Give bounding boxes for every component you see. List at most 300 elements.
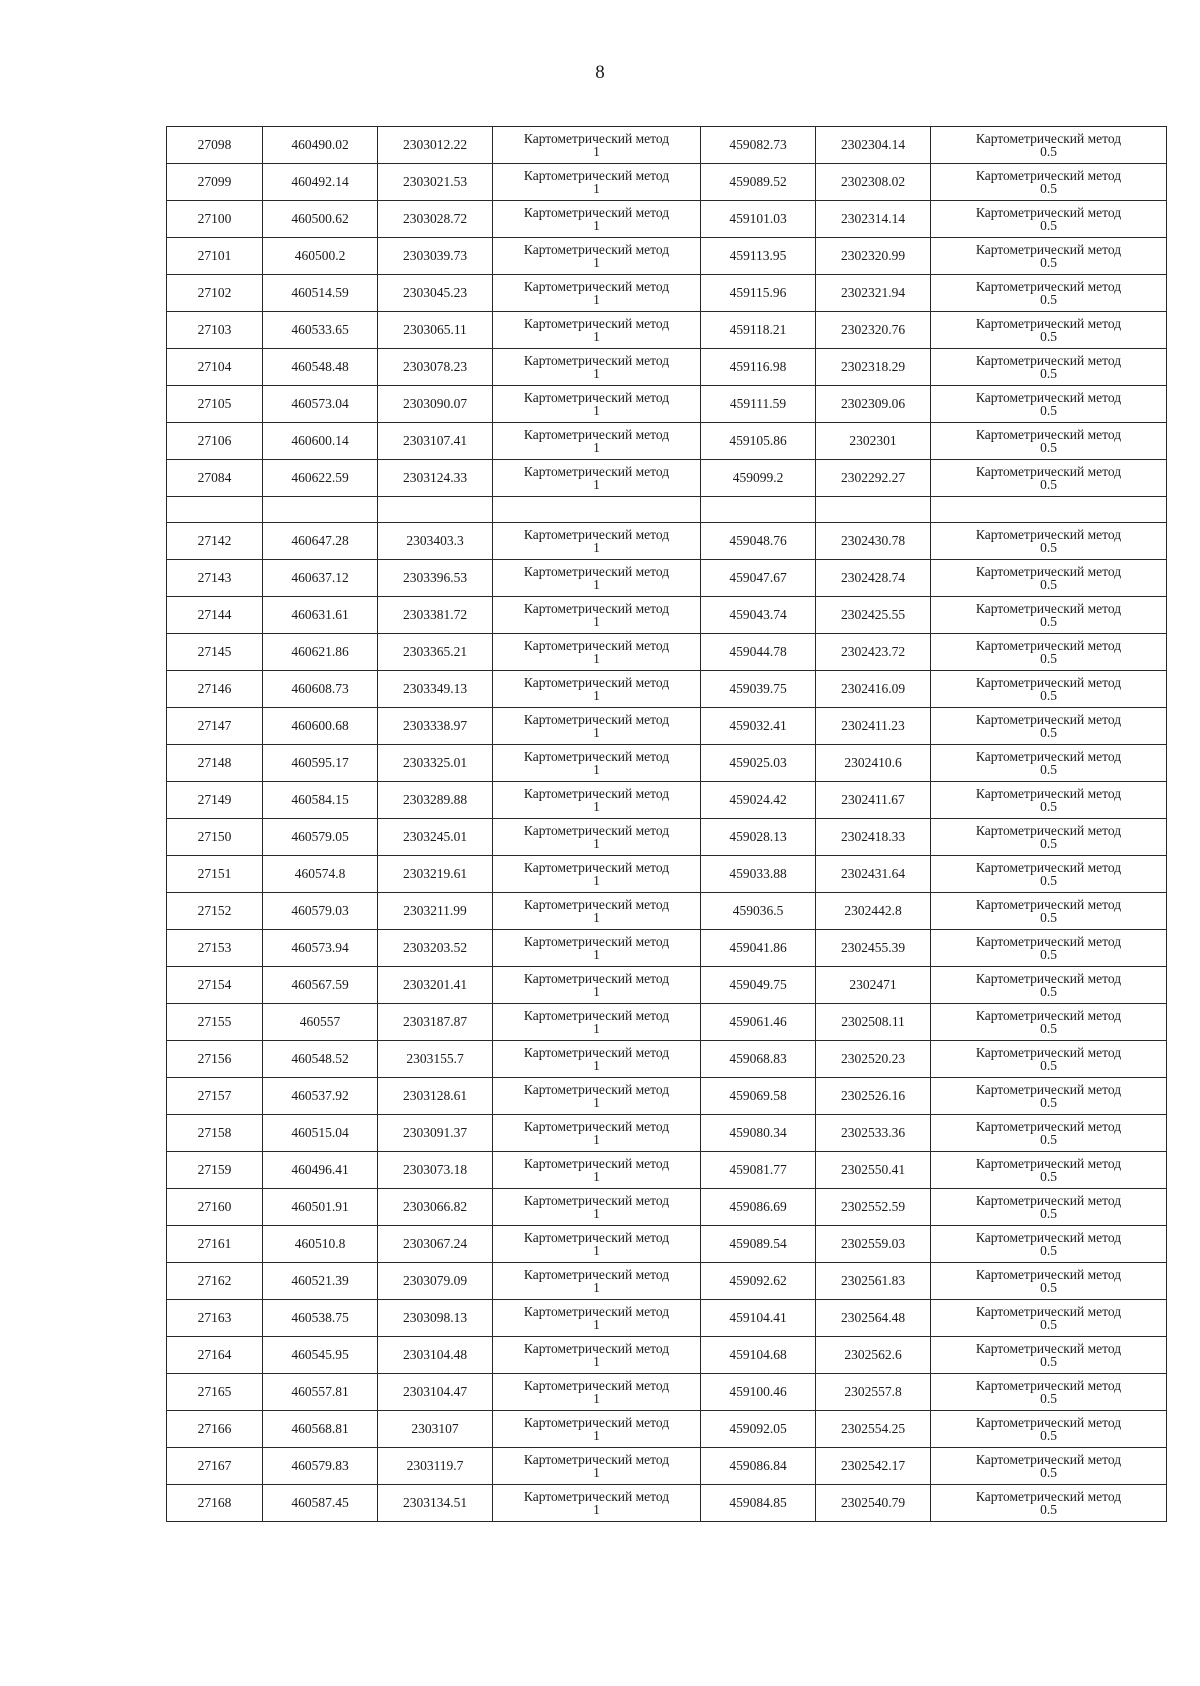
method-label: Картометрический метод (523, 1007, 670, 1023)
y2-cell: 2302442.8 (816, 893, 931, 930)
x1-cell: 460567.59 (263, 967, 378, 1004)
x1-cell: 460545.95 (263, 1337, 378, 1374)
method-label: Картометрический метод (523, 1155, 670, 1171)
method1-cell (493, 967, 701, 1004)
accuracy-value: 0.5 (1040, 403, 1057, 418)
method2-cell (931, 1152, 1167, 1189)
x2-cell: 459041.86 (701, 930, 816, 967)
method-label: Картометрический метод (975, 674, 1122, 690)
accuracy-value: 1 (593, 1465, 600, 1480)
point-id-cell: 27155 (167, 1004, 263, 1041)
x2-cell: 459032.41 (701, 708, 816, 745)
table-row (167, 1485, 1167, 1522)
y1-cell: 2303067.24 (378, 1226, 493, 1263)
x2-cell: 459118.21 (701, 312, 816, 349)
point-id-cell: 27103 (167, 312, 263, 349)
method1-cell (493, 1448, 701, 1485)
y2-cell: 2302564.48 (816, 1300, 931, 1337)
accuracy-value: 1 (593, 1428, 600, 1443)
y1-cell: 2303203.52 (378, 930, 493, 967)
method2-cell (931, 930, 1167, 967)
point-id-cell: 27152 (167, 893, 263, 930)
method2-cell (931, 1041, 1167, 1078)
method2-cell (931, 201, 1167, 238)
point-id-cell: 27150 (167, 819, 263, 856)
x2-cell: 459061.46 (701, 1004, 816, 1041)
point-id-cell: 27145 (167, 634, 263, 671)
accuracy-value: 0.5 (1040, 984, 1057, 999)
y1-cell: 2303079.09 (378, 1263, 493, 1300)
method-label: Картометрический метод (975, 1155, 1122, 1171)
accuracy-value: 0.5 (1040, 577, 1057, 592)
method-label: Картометрический метод (523, 674, 670, 690)
method-label: Картометрический метод (523, 1414, 670, 1430)
x2-cell: 459028.13 (701, 819, 816, 856)
table-row (167, 671, 1167, 708)
method1-cell (493, 597, 701, 634)
method-label: Картометрический метод (523, 896, 670, 912)
table-row (167, 708, 1167, 745)
method-label: Картометрический метод (975, 389, 1122, 405)
method-label: Картометрический метод (523, 1377, 670, 1393)
x1-cell: 460647.28 (263, 523, 378, 560)
accuracy-value: 0.5 (1040, 1465, 1057, 1480)
accuracy-value: 0.5 (1040, 218, 1057, 233)
method2-cell (931, 238, 1167, 275)
table-row (167, 893, 1167, 930)
x1-cell: 460637.12 (263, 560, 378, 597)
table-row (167, 497, 1167, 523)
table-row (167, 523, 1167, 560)
x2-cell: 459084.85 (701, 1485, 816, 1522)
table-row (167, 1226, 1167, 1263)
method2-cell (931, 1263, 1167, 1300)
point-id-cell: 27167 (167, 1448, 263, 1485)
y1-cell: 2303403.3 (378, 523, 493, 560)
y1-cell: 2303365.21 (378, 634, 493, 671)
y2-cell: 2302314.14 (816, 201, 931, 238)
x2-cell: 459048.76 (701, 523, 816, 560)
y1-cell: 2303073.18 (378, 1152, 493, 1189)
table-row (167, 560, 1167, 597)
y1-cell: 2303098.13 (378, 1300, 493, 1337)
y1-cell: 2303091.37 (378, 1115, 493, 1152)
method2-cell (931, 893, 1167, 930)
y1-cell: 2303066.82 (378, 1189, 493, 1226)
method-label: Картометрический метод (975, 711, 1122, 727)
x1-cell: 460496.41 (263, 1152, 378, 1189)
y1-cell: 2303124.33 (378, 460, 493, 497)
x2-cell: 459092.05 (701, 1411, 816, 1448)
point-id-cell: 27143 (167, 560, 263, 597)
x1-cell: 460608.73 (263, 671, 378, 708)
x1-cell: 460600.14 (263, 423, 378, 460)
point-id-cell: 27101 (167, 238, 263, 275)
method1-cell (493, 930, 701, 967)
point-id-cell: 27098 (167, 127, 263, 164)
accuracy-value: 0.5 (1040, 873, 1057, 888)
x2-cell: 459044.78 (701, 634, 816, 671)
accuracy-value: 0.5 (1040, 440, 1057, 455)
method-label: Картометрический метод (523, 1340, 670, 1356)
x2-cell: 459080.34 (701, 1115, 816, 1152)
y1-cell (378, 497, 493, 523)
point-id-cell: 27148 (167, 745, 263, 782)
table-row (167, 1078, 1167, 1115)
method-label: Картометрический метод (523, 637, 670, 653)
table-row (167, 1337, 1167, 1374)
x1-cell: 460621.86 (263, 634, 378, 671)
point-id-cell: 27099 (167, 164, 263, 201)
method2-cell (931, 1374, 1167, 1411)
x1-cell: 460514.59 (263, 275, 378, 312)
method2-cell (931, 1115, 1167, 1152)
y2-cell: 2302430.78 (816, 523, 931, 560)
table-row (167, 1041, 1167, 1078)
y2-cell: 2302508.11 (816, 1004, 931, 1041)
accuracy-value: 1 (593, 1243, 600, 1258)
method-label: Картометрический метод (523, 711, 670, 727)
accuracy-value: 1 (593, 144, 600, 159)
method2-cell (931, 856, 1167, 893)
x1-cell: 460568.81 (263, 1411, 378, 1448)
method2-cell (931, 967, 1167, 1004)
method-label: Картометрический метод (975, 1377, 1122, 1393)
x2-cell: 459089.52 (701, 164, 816, 201)
method-label: Картометрический метод (523, 278, 670, 294)
x2-cell: 459100.46 (701, 1374, 816, 1411)
method1-cell (493, 497, 701, 523)
method-label: Картометрический метод (975, 933, 1122, 949)
method2-cell (931, 782, 1167, 819)
y2-cell: 2302320.99 (816, 238, 931, 275)
method1-cell (493, 1041, 701, 1078)
y1-cell: 2303134.51 (378, 1485, 493, 1522)
method-label: Картометрический метод (523, 1192, 670, 1208)
method-label: Картометрический метод (975, 1451, 1122, 1467)
table-row (167, 1263, 1167, 1300)
method-label: Картометрический метод (975, 748, 1122, 764)
method2-cell (931, 1448, 1167, 1485)
y2-cell: 2302552.59 (816, 1189, 931, 1226)
accuracy-value: 1 (593, 255, 600, 270)
x2-cell: 459104.41 (701, 1300, 816, 1337)
y2-cell: 2302308.02 (816, 164, 931, 201)
accuracy-value: 1 (593, 762, 600, 777)
point-id-cell: 27153 (167, 930, 263, 967)
method-label: Картометрический метод (523, 426, 670, 442)
point-id-cell: 27160 (167, 1189, 263, 1226)
x2-cell (701, 497, 816, 523)
table-row (167, 597, 1167, 634)
method-label: Картометрический метод (523, 748, 670, 764)
y2-cell: 2302542.17 (816, 1448, 931, 1485)
accuracy-value: 0.5 (1040, 477, 1057, 492)
x2-cell: 459111.59 (701, 386, 816, 423)
y2-cell: 2302550.41 (816, 1152, 931, 1189)
y1-cell: 2303104.48 (378, 1337, 493, 1374)
method1-cell (493, 523, 701, 560)
method1-cell (493, 708, 701, 745)
method-label: Картометрический метод (523, 463, 670, 479)
x1-cell: 460533.65 (263, 312, 378, 349)
x1-cell: 460587.45 (263, 1485, 378, 1522)
y2-cell: 2302520.23 (816, 1041, 931, 1078)
y2-cell: 2302540.79 (816, 1485, 931, 1522)
method-label: Картометрический метод (975, 1192, 1122, 1208)
table-row (167, 201, 1167, 238)
point-id-cell: 27154 (167, 967, 263, 1004)
x2-cell: 459082.73 (701, 127, 816, 164)
table-row (167, 460, 1167, 497)
accuracy-value: 0.5 (1040, 1391, 1057, 1406)
point-id-cell: 27165 (167, 1374, 263, 1411)
method-label: Картометрический метод (523, 933, 670, 949)
point-id-cell: 27161 (167, 1226, 263, 1263)
y2-cell: 2302455.39 (816, 930, 931, 967)
y1-cell: 2303245.01 (378, 819, 493, 856)
method-label: Картометрический метод (523, 204, 670, 220)
method-label: Картометрический метод (523, 1451, 670, 1467)
accuracy-value: 1 (593, 688, 600, 703)
table-row (167, 856, 1167, 893)
method-label: Картометрический метод (523, 389, 670, 405)
x2-cell: 459039.75 (701, 671, 816, 708)
point-id-cell: 27162 (167, 1263, 263, 1300)
x1-cell: 460492.14 (263, 164, 378, 201)
method-label: Картометрический метод (523, 1229, 670, 1245)
point-id-cell: 27142 (167, 523, 263, 560)
x2-cell: 459043.74 (701, 597, 816, 634)
accuracy-value: 1 (593, 1502, 600, 1517)
method2-cell (931, 708, 1167, 745)
table-row (167, 1411, 1167, 1448)
method-label: Картометрический метод (975, 1340, 1122, 1356)
method-label: Картометрический метод (975, 204, 1122, 220)
method2-cell (931, 560, 1167, 597)
x2-cell: 459101.03 (701, 201, 816, 238)
table-row (167, 1189, 1167, 1226)
y2-cell: 2302423.72 (816, 634, 931, 671)
method2-cell (931, 312, 1167, 349)
method-label: Картометрический метод (975, 463, 1122, 479)
x2-cell: 459069.58 (701, 1078, 816, 1115)
y2-cell: 2302559.03 (816, 1226, 931, 1263)
method2-cell (931, 1337, 1167, 1374)
point-id-cell: 27100 (167, 201, 263, 238)
point-id-cell: 27144 (167, 597, 263, 634)
method-label: Картометрический метод (975, 241, 1122, 257)
method-label: Картометрический метод (523, 600, 670, 616)
method-label: Картометрический метод (975, 1488, 1122, 1504)
table-row (167, 386, 1167, 423)
point-id-cell: 27151 (167, 856, 263, 893)
point-id-cell: 27104 (167, 349, 263, 386)
method-label: Картометрический метод (523, 526, 670, 542)
table-row (167, 423, 1167, 460)
method-label: Картометрический метод (975, 822, 1122, 838)
accuracy-value: 0.5 (1040, 1428, 1057, 1443)
x1-cell: 460579.03 (263, 893, 378, 930)
x1-cell: 460579.05 (263, 819, 378, 856)
point-id-cell: 27147 (167, 708, 263, 745)
accuracy-value: 0.5 (1040, 144, 1057, 159)
y2-cell: 2302554.25 (816, 1411, 931, 1448)
method2-cell (931, 597, 1167, 634)
method1-cell (493, 560, 701, 597)
x2-cell: 459068.83 (701, 1041, 816, 1078)
table-row (167, 1374, 1167, 1411)
point-id-cell: 27106 (167, 423, 263, 460)
table-row (167, 1448, 1167, 1485)
method-label: Картометрический метод (975, 970, 1122, 986)
y1-cell: 2303289.88 (378, 782, 493, 819)
accuracy-value: 0.5 (1040, 292, 1057, 307)
x1-cell: 460622.59 (263, 460, 378, 497)
x1-cell: 460500.2 (263, 238, 378, 275)
method-label: Картометрический метод (523, 970, 670, 986)
x1-cell: 460521.39 (263, 1263, 378, 1300)
x2-cell: 459049.75 (701, 967, 816, 1004)
accuracy-value: 0.5 (1040, 1095, 1057, 1110)
x1-cell: 460500.62 (263, 201, 378, 238)
y2-cell: 2302301 (816, 423, 931, 460)
x1-cell: 460595.17 (263, 745, 378, 782)
method-label: Картометрический метод (523, 241, 670, 257)
y2-cell: 2302428.74 (816, 560, 931, 597)
method1-cell (493, 671, 701, 708)
x1-cell: 460574.8 (263, 856, 378, 893)
method1-cell (493, 1374, 701, 1411)
x1-cell: 460584.15 (263, 782, 378, 819)
x1-cell: 460557.81 (263, 1374, 378, 1411)
x1-cell: 460557 (263, 1004, 378, 1041)
table-row (167, 782, 1167, 819)
table-row (167, 127, 1167, 164)
method-label: Картометрический метод (975, 600, 1122, 616)
method1-cell (493, 349, 701, 386)
x1-cell (263, 497, 378, 523)
accuracy-value: 1 (593, 984, 600, 999)
y2-cell: 2302410.6 (816, 745, 931, 782)
method1-cell (493, 856, 701, 893)
x1-cell: 460501.91 (263, 1189, 378, 1226)
method-label: Картометрический метод (975, 1229, 1122, 1245)
method-label: Картометрический метод (975, 130, 1122, 146)
x2-cell: 459116.98 (701, 349, 816, 386)
x1-cell: 460573.04 (263, 386, 378, 423)
accuracy-value: 0.5 (1040, 651, 1057, 666)
accuracy-value: 1 (593, 1058, 600, 1073)
method-label: Картометрический метод (975, 278, 1122, 294)
table-row (167, 275, 1167, 312)
method2-cell (931, 523, 1167, 560)
y1-cell: 2303119.7 (378, 1448, 493, 1485)
method-label: Картометрический метод (523, 352, 670, 368)
method-label: Картометрический метод (523, 1118, 670, 1134)
y1-cell: 2303090.07 (378, 386, 493, 423)
y2-cell: 2302318.29 (816, 349, 931, 386)
y2-cell: 2302425.55 (816, 597, 931, 634)
method1-cell (493, 238, 701, 275)
accuracy-value: 1 (593, 403, 600, 418)
accuracy-value: 1 (593, 181, 600, 196)
x1-cell: 460573.94 (263, 930, 378, 967)
table-row (167, 967, 1167, 1004)
point-id-cell: 27102 (167, 275, 263, 312)
method2-cell (931, 423, 1167, 460)
point-id-cell: 27149 (167, 782, 263, 819)
x2-cell: 459081.77 (701, 1152, 816, 1189)
point-id-cell: 27084 (167, 460, 263, 497)
y2-cell: 2302561.83 (816, 1263, 931, 1300)
accuracy-value: 1 (593, 577, 600, 592)
method-label: Картометрический метод (975, 1044, 1122, 1060)
accuracy-value: 0.5 (1040, 366, 1057, 381)
method1-cell (493, 1115, 701, 1152)
x1-cell: 460538.75 (263, 1300, 378, 1337)
y1-cell: 2303045.23 (378, 275, 493, 312)
method-label: Картометрический метод (523, 563, 670, 579)
method2-cell (931, 127, 1167, 164)
x2-cell: 459047.67 (701, 560, 816, 597)
y2-cell: 2302320.76 (816, 312, 931, 349)
method-label: Картометрический метод (523, 822, 670, 838)
method-label: Картометрический метод (975, 563, 1122, 579)
accuracy-value: 1 (593, 1169, 600, 1184)
point-id-cell: 27158 (167, 1115, 263, 1152)
y1-cell: 2303039.73 (378, 238, 493, 275)
method1-cell (493, 312, 701, 349)
accuracy-value: 1 (593, 1354, 600, 1369)
method2-cell (931, 386, 1167, 423)
point-id-cell (167, 497, 263, 523)
x2-cell: 459092.62 (701, 1263, 816, 1300)
y1-cell: 2303107 (378, 1411, 493, 1448)
method-label: Картометрический метод (523, 859, 670, 875)
accuracy-value: 0.5 (1040, 614, 1057, 629)
accuracy-value: 1 (593, 947, 600, 962)
method1-cell (493, 1189, 701, 1226)
x2-cell: 459099.2 (701, 460, 816, 497)
accuracy-value: 1 (593, 1317, 600, 1332)
accuracy-value: 0.5 (1040, 1317, 1057, 1332)
accuracy-value: 1 (593, 440, 600, 455)
table-row (167, 1115, 1167, 1152)
point-id-cell: 27156 (167, 1041, 263, 1078)
method1-cell (493, 782, 701, 819)
point-id-cell: 27163 (167, 1300, 263, 1337)
y2-cell: 2302411.23 (816, 708, 931, 745)
method2-cell (931, 1411, 1167, 1448)
method-label: Картометрический метод (975, 167, 1122, 183)
y1-cell: 2303021.53 (378, 164, 493, 201)
y1-cell: 2303104.47 (378, 1374, 493, 1411)
x1-cell: 460537.92 (263, 1078, 378, 1115)
accuracy-value: 1 (593, 292, 600, 307)
accuracy-value: 1 (593, 1095, 600, 1110)
point-id-cell: 27164 (167, 1337, 263, 1374)
accuracy-value: 1 (593, 1021, 600, 1036)
point-id-cell: 27105 (167, 386, 263, 423)
point-id-cell: 27166 (167, 1411, 263, 1448)
y1-cell: 2303028.72 (378, 201, 493, 238)
accuracy-value: 1 (593, 540, 600, 555)
method2-cell (931, 1226, 1167, 1263)
accuracy-value: 1 (593, 836, 600, 851)
table-body (167, 127, 1167, 1522)
table-row (167, 819, 1167, 856)
